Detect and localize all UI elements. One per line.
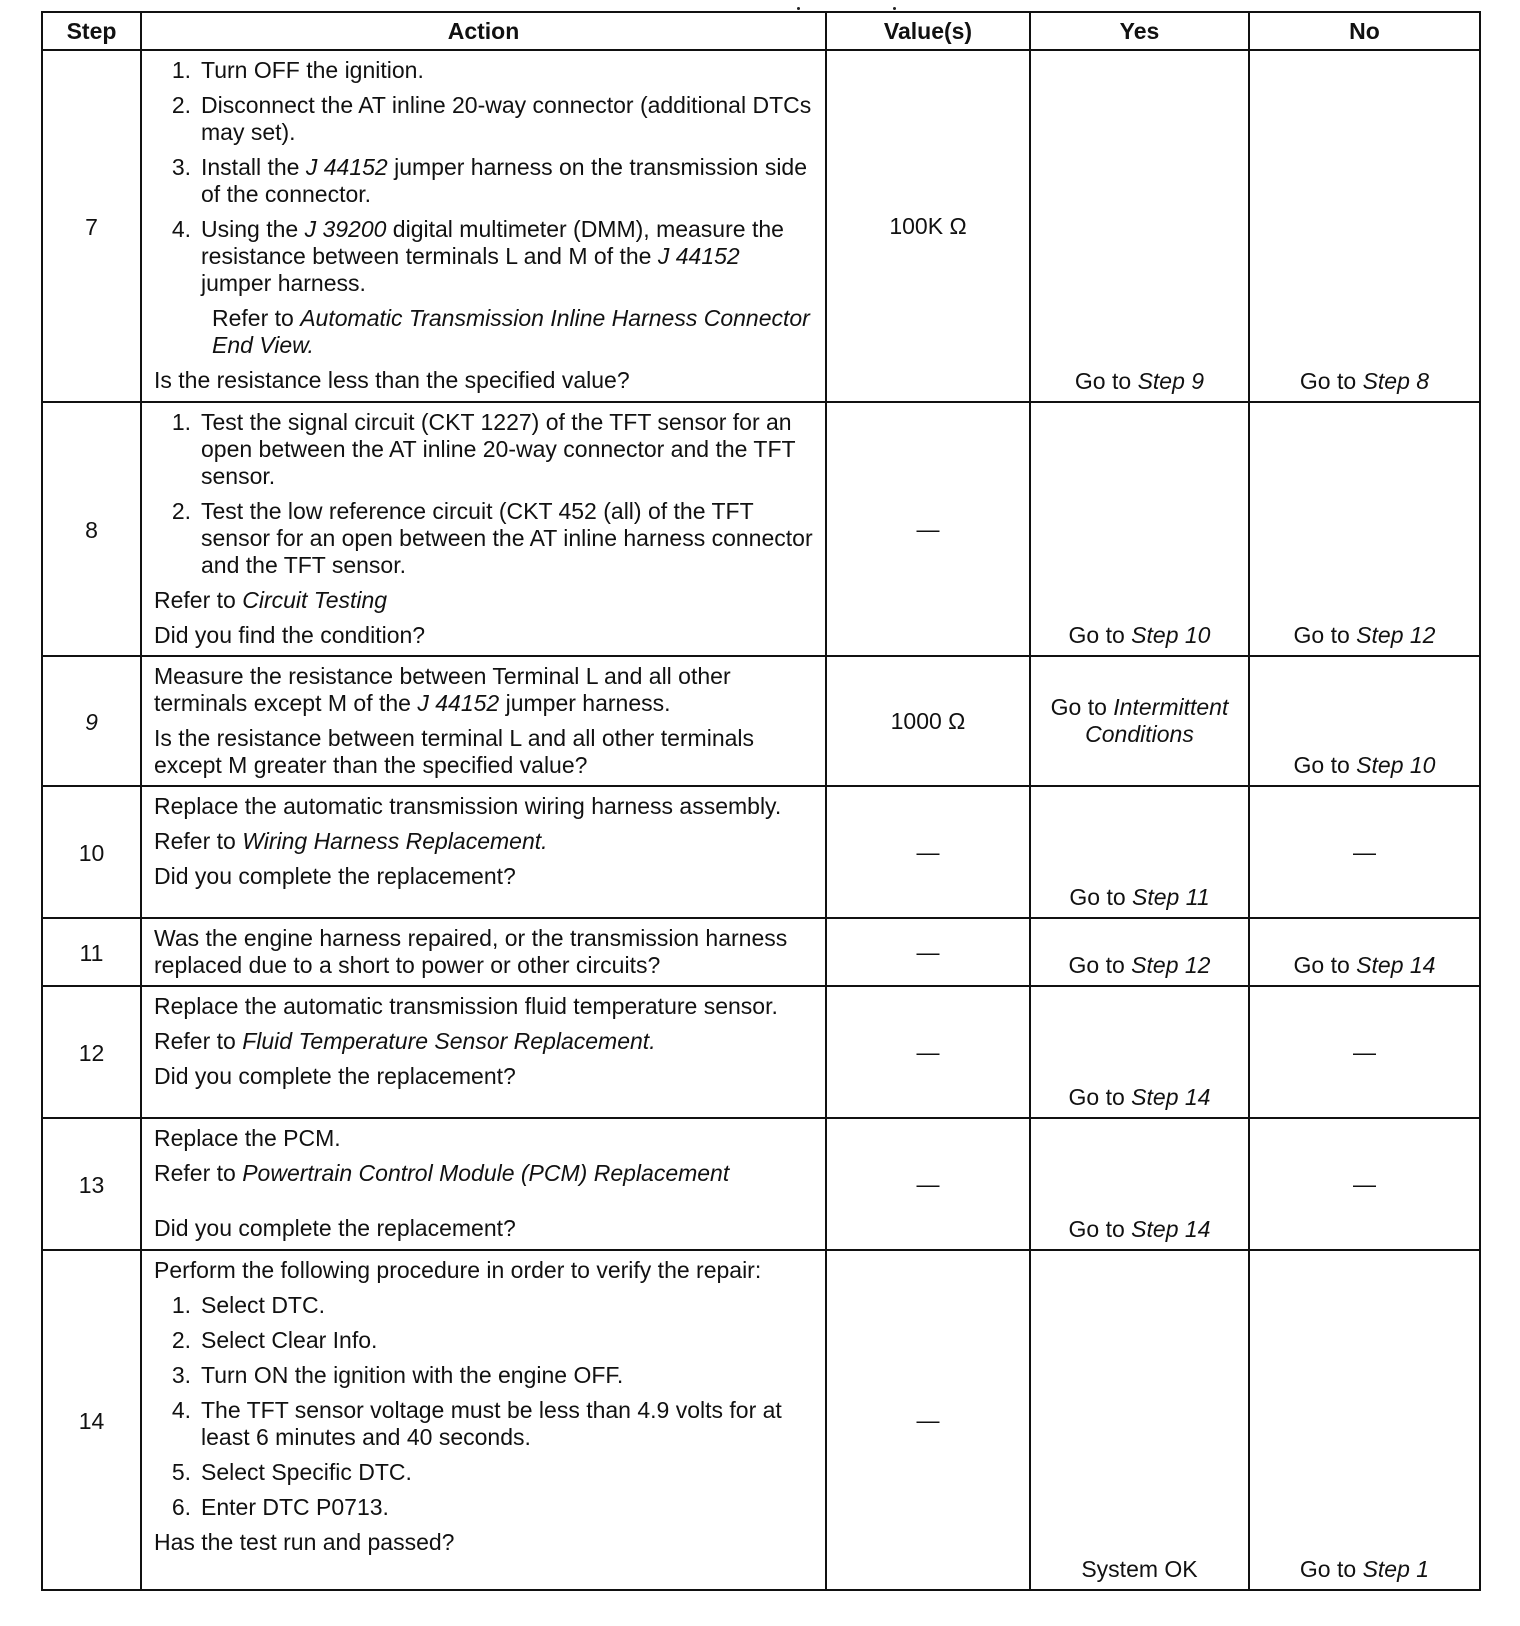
no-cell: — bbox=[1249, 1118, 1480, 1250]
instruction-text: Replace the automatic transmission wiring harness assembly. bbox=[154, 793, 782, 819]
yes-cell: Go to Step 14 bbox=[1030, 986, 1249, 1118]
question-text: Did you find the condition? bbox=[154, 622, 426, 648]
value-cell: — bbox=[826, 986, 1030, 1118]
no-cell: Go to Step 8 bbox=[1249, 50, 1480, 402]
stray-mark bbox=[893, 7, 896, 10]
table-row-step-10 bbox=[42, 786, 1480, 918]
header-no: No bbox=[1249, 12, 1480, 50]
table-row-step-12 bbox=[42, 986, 1480, 1118]
no-cell: Go to Step 12 bbox=[1249, 402, 1480, 656]
yes-cell: Go to Step 14 bbox=[1030, 1118, 1249, 1250]
diagnostic-table bbox=[41, 11, 1481, 1591]
table-row-step-9 bbox=[42, 656, 1480, 786]
header-step: Step bbox=[42, 12, 141, 50]
list-item: 5. Select Specific DTC. bbox=[171, 1459, 412, 1485]
list-item: 2. Select Clear Info. bbox=[171, 1327, 378, 1353]
no-cell: Go to Step 10 bbox=[1249, 656, 1480, 786]
yes-cell: Go to Intermittent Conditions bbox=[1030, 656, 1249, 786]
action-cell bbox=[141, 786, 826, 918]
value-cell: 1000 Ω bbox=[826, 656, 1030, 786]
no-cell: Go to Step 14 bbox=[1249, 918, 1480, 986]
step-number: 12 bbox=[42, 986, 141, 1118]
list-item: 3. Install the J 44152 jumper harness on the transmission side of the connector. bbox=[171, 154, 808, 207]
yes-cell: Go to Step 11 bbox=[1030, 786, 1249, 918]
question-text: Is the resistance between terminal L and all other terminals except M greater than the specified value? bbox=[154, 725, 755, 778]
question-text: Is the resistance less than the specified value? bbox=[154, 367, 630, 393]
refer-note: Refer to Fluid Temperature Sensor Replacement. bbox=[154, 1028, 656, 1054]
value-cell: — bbox=[826, 402, 1030, 656]
table-header-row bbox=[42, 12, 1480, 50]
action-cell bbox=[141, 918, 826, 986]
instruction-text: Replace the PCM. bbox=[154, 1125, 341, 1151]
action-cell bbox=[141, 50, 826, 402]
list-item: 3. Turn ON the ignition with the engine OFF. bbox=[171, 1362, 624, 1388]
header-action: Action bbox=[141, 12, 826, 50]
step-number: 8 bbox=[42, 402, 141, 656]
list-item: 4. The TFT sensor voltage must be less than 4.9 volts for at least 6 minutes and 40 seconds. bbox=[171, 1397, 782, 1450]
step-number: 7 bbox=[42, 50, 141, 402]
instruction-text: Perform the following procedure in order to verify the repair: bbox=[154, 1257, 762, 1283]
step-number: 11 bbox=[42, 918, 141, 986]
list-item: 6. Enter DTC P0713. bbox=[171, 1494, 389, 1520]
list-item: 1. Turn OFF the ignition. bbox=[171, 57, 424, 83]
action-cell bbox=[141, 402, 826, 656]
value-cell: — bbox=[826, 918, 1030, 986]
no-cell: — bbox=[1249, 986, 1480, 1118]
question-text: Has the test run and passed? bbox=[154, 1529, 455, 1555]
table-row-step-13 bbox=[42, 1118, 1480, 1250]
step-number: 14 bbox=[42, 1250, 141, 1590]
header-values: Value(s) bbox=[826, 12, 1030, 50]
list-item: 1. Test the signal circuit (CKT 1227) of the TFT sensor for an open between the AT inline 20-way connector and the TFT sensor. bbox=[171, 409, 796, 489]
refer-note: Refer to Circuit Testing bbox=[154, 587, 388, 613]
table-row-step-8 bbox=[42, 402, 1480, 656]
yes-cell: Go to Step 12 bbox=[1030, 918, 1249, 986]
instruction-text: Measure the resistance between Terminal L and all other terminals except M of the J 44152 jumper harness. bbox=[154, 663, 731, 716]
table-row-step-7 bbox=[42, 50, 1480, 402]
list-item: 4. Using the J 39200 digital multimeter (DMM), measure the resistance between terminals L and M of the J 44152 jumper harness. bbox=[171, 216, 784, 296]
action-cell bbox=[141, 1250, 826, 1590]
question-text: Did you complete the replacement? bbox=[154, 863, 516, 889]
question-text: Did you complete the replacement? bbox=[154, 1215, 516, 1241]
list-item: 2. Test the low reference circuit (CKT 452 (all) of the TFT sensor for an open between the AT inline harness connector and the TFT sensor. bbox=[171, 498, 813, 578]
header-yes: Yes bbox=[1030, 12, 1249, 50]
list-item: 1. Select DTC. bbox=[171, 1292, 325, 1318]
step-number: 10 bbox=[42, 786, 141, 918]
list-item: 2. Disconnect the AT inline 20-way connector (additional DTCs may set). bbox=[171, 92, 812, 145]
refer-note: Refer to Automatic Transmission Inline Harness Connector End View. bbox=[212, 305, 810, 358]
value-cell: 100K Ω bbox=[826, 50, 1030, 402]
question-text: Did you complete the replacement? bbox=[154, 1063, 516, 1089]
question-text: Was the engine harness repaired, or the transmission harness replaced due to a short to power or other circuits? bbox=[154, 925, 788, 978]
table-row-step-11 bbox=[42, 918, 1480, 986]
no-cell: — bbox=[1249, 786, 1480, 918]
table-row-step-14 bbox=[42, 1250, 1480, 1590]
yes-cell: Go to Step 9 bbox=[1030, 50, 1249, 402]
yes-cell: Go to Step 10 bbox=[1030, 402, 1249, 656]
no-cell: Go to Step 1 bbox=[1249, 1250, 1480, 1590]
value-cell: — bbox=[826, 1250, 1030, 1590]
refer-note: Refer to Wiring Harness Replacement. bbox=[154, 828, 548, 854]
yes-cell: System OK bbox=[1030, 1250, 1249, 1590]
action-cell bbox=[141, 1118, 826, 1250]
value-cell: — bbox=[826, 1118, 1030, 1250]
stray-mark bbox=[797, 7, 800, 10]
action-cell bbox=[141, 656, 826, 786]
step-number: 13 bbox=[42, 1118, 141, 1250]
step-number: 9 bbox=[42, 656, 141, 786]
refer-note: Refer to Powertrain Control Module (PCM) Replacement bbox=[154, 1160, 730, 1186]
instruction-text: Replace the automatic transmission fluid temperature sensor. bbox=[154, 993, 778, 1019]
value-cell: — bbox=[826, 786, 1030, 918]
action-cell bbox=[141, 986, 826, 1118]
